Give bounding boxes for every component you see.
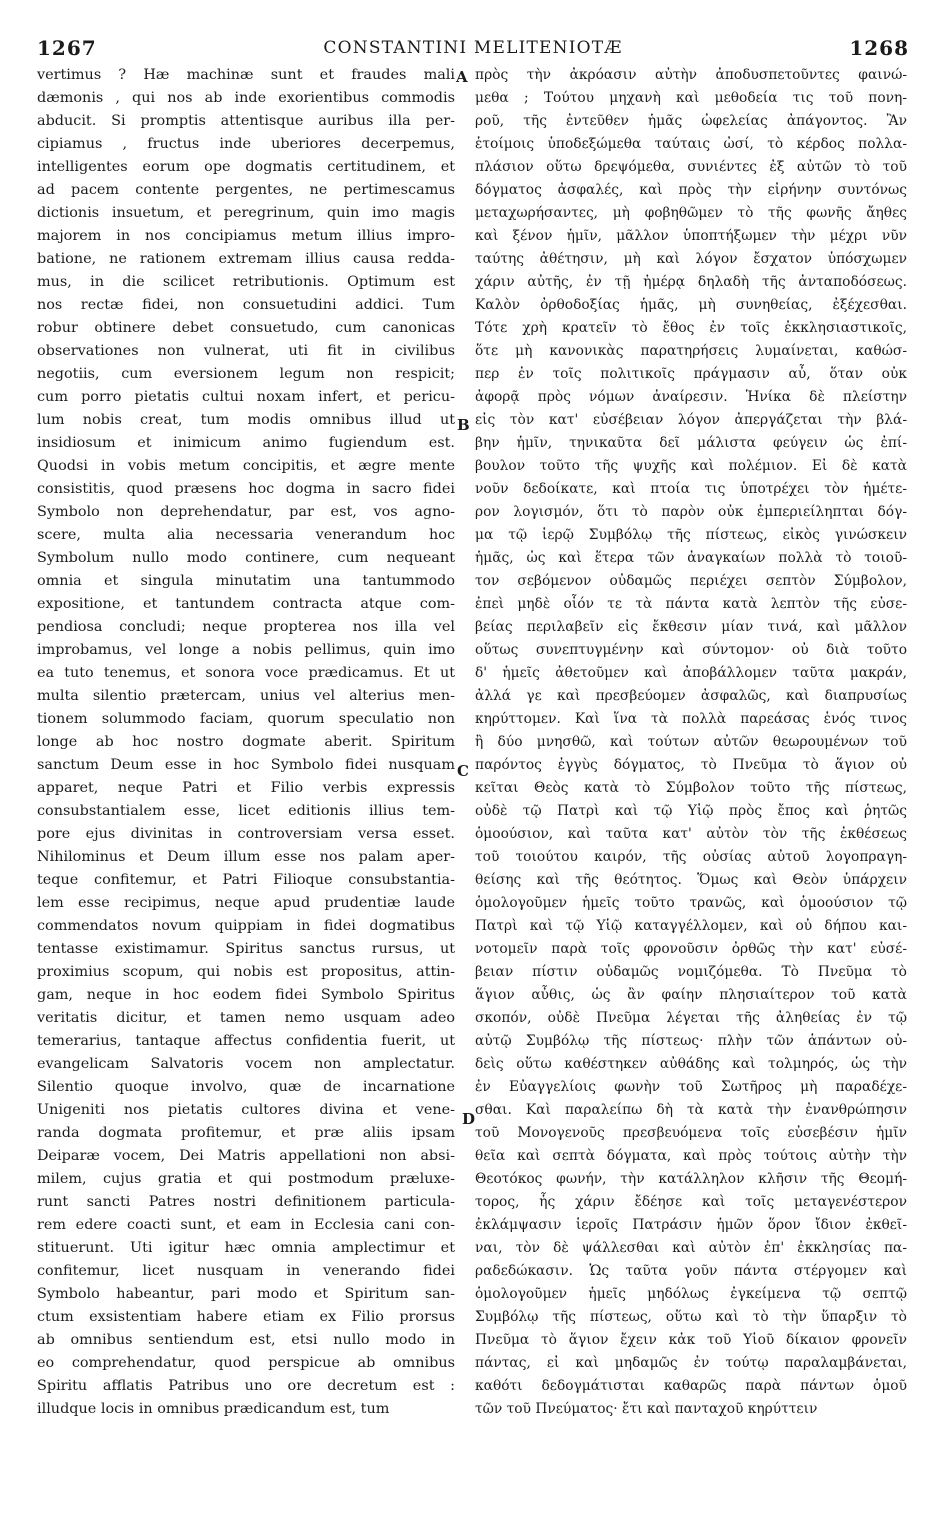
latin-text-line: veritatis dicitur, et tamen nemo usquam adeo [37, 1010, 455, 1026]
latin-text-line: evangelicam Salvatoris vocem non amplectatur. [37, 1056, 455, 1072]
greek-text-line: τορος, ἧς χάριν ἔδέησε καὶ τοῖς μεταγενέστερον [475, 1194, 907, 1210]
latin-text-line: Quodsi in vobis metum concipitis, et ægre mente [37, 458, 455, 474]
latin-text-line: insidiosum et inimicum animo fugiendum est. [37, 435, 455, 451]
page-header [37, 36, 909, 66]
latin-text-line: Silentio quoque involvo, quæ de incarnatione [37, 1079, 455, 1095]
latin-text-line: observationes non vulnerat, uti fit in civilibus [37, 343, 455, 359]
greek-text-line: νοῦν δεδοίκατε, καὶ πτοία τις ὑποτρέχει τὸν ἡμέτε- [475, 481, 907, 497]
greek-text-line: τοῦ τοιούτου καιρόν, τῆς οὐσίας αὐτοῦ λογοπραγη- [475, 849, 907, 865]
latin-text-line: Spiritu afflatis Patribus uno ore decretum est : [37, 1378, 455, 1394]
greek-text-line: βείας περιλαβεῖν εἰς ἔκθεσιν μίαν τινά, καὶ μᾶλλον [475, 619, 907, 635]
latin-text-line: consistitis, quod præsens hoc dogma in sacro fidei [37, 481, 455, 497]
latin-text-line: mus, in die scilicet retributionis. Optimum est [37, 274, 455, 290]
latin-text-line: randa dogmata profitemur, et præ aliis ipsam [37, 1125, 455, 1141]
greek-text-line: ἅγιον αὖθις, ὡς ἂν φαίην πλησιαίτερον τοῦ κατὰ [475, 987, 907, 1003]
greek-text-line: τῶν τοῦ Πνεύματος· ἔτι καὶ πανταχοῦ κηρύττειν [475, 1401, 818, 1417]
greek-text-line: δόγματος ἀσφαλές, καὶ πρὸς τὴν εἰρήνην συντόνως [475, 182, 907, 198]
latin-text-line: negotiis, cum eversionem legum non respicit; [37, 366, 455, 382]
latin-text-line: ea tuto tenemus, et sonora voce prædicamus. Et ut [37, 665, 455, 681]
greek-text-line: οὕτως συνεπτυγμένην καὶ σύντομον· οὐ διὰ τοῦτο [475, 642, 907, 658]
greek-text-line: ἀλλά γε καὶ πρεσβεύομεν ἀσφαλῶς, καὶ διαπρυσίως [475, 688, 907, 704]
left-page-number: 1267 [37, 36, 97, 60]
greek-text-line: σκοπόν, οὐδὲ Πνεῦμα λέγεται τῆς ἀληθείας ἐν τῷ [475, 1010, 907, 1026]
greek-text-line: αὐτῷ Συμβόλῳ τῆς πίστεως· πλὴν τῶν ἁπάντων οὐ- [475, 1033, 907, 1049]
greek-text-line: ὅτε μὴ κανονικὰς παρατηρήσεις λυμαίνεται, καθώσ- [475, 343, 907, 359]
latin-text-line: pore ejus divinitas in controversiam versa esset. [37, 826, 455, 842]
greek-text-line: καθότι δεδογμάτισται καθαρῶς παρὰ πάντων ὁμοῦ [475, 1378, 907, 1394]
greek-text-line: Τότε χρὴ κρατεῖν τὸ ἔθος ἐν τοῖς ἐκκλησιαστικοῖς, [475, 320, 907, 336]
latin-text-line: majorem in nos concipiamus metum illius impro- [37, 228, 455, 244]
latin-text-line: vertimus ? Hæ machinæ sunt et fraudes mali [37, 67, 455, 83]
greek-text-line: πάντας, εἰ καὶ μηδαμῶς ἐν τούτῳ παραλαμβάνεται, [475, 1355, 907, 1371]
latin-text-line: Symbolo habeantur, pari modo et Spiritum san- [37, 1286, 455, 1302]
greek-text-line: μα τῷ ἱερῷ Συμβόλῳ τῆς πίστεως, εἰκὸς γινώσκειν [475, 527, 907, 543]
latin-text-line: gam, neque in hoc eodem fidei Symbolo Spiritus [37, 987, 455, 1003]
latin-text-line: improbamus, vel longe a nobis pellimus, quin imo [37, 642, 455, 658]
greek-text-line: δεὶς οὕτω καθέστηκεν αὐθάδης καὶ τολμηρός, ὡς τὴν [475, 1056, 907, 1072]
greek-text-line: ἡμᾶς, ὡς καὶ ἕτερα τῶν ἀναγκαίων πολλὰ τὸ τοιοῦ- [475, 550, 907, 566]
section-marker-b: B [457, 416, 470, 434]
greek-text-line: τον σεβόμενον οὐδαμῶς περιέχει σεπτὸν Σύμβολον, [475, 573, 907, 589]
latin-text-line: cum porro pietatis cultui noxam infert, et pericu- [37, 389, 455, 405]
latin-text-line: proximius scopum, qui nobis est propositus, attin- [37, 964, 455, 980]
latin-text-line: abducit. Si promptis attentisque auribus illa per- [37, 113, 455, 129]
latin-text-line: lem esse recipimus, neque apud prudentiæ laude [37, 895, 455, 911]
greek-text-line: οὐδὲ τῷ Πατρὶ καὶ τῷ Υἱῷ πρὸς ἔπος καὶ ῥητῶς [475, 803, 907, 819]
greek-text-line: θείσης καὶ τῆς θεότητος. Ὅμως καὶ Θεὸν ὑπάρχειν [475, 872, 907, 888]
greek-text-line: ὁμολογοῦμεν ἡμεῖς τοῦτο τρανῶς, καὶ ὁμοούσιον τῷ [475, 895, 907, 911]
latin-text-line: rem edere coacti sunt, et eam in Ecclesia cani con- [37, 1217, 455, 1233]
greek-text-line: πλάσιον οὕτω δρεψόμεθα, συνιέντες ἐξ αὐτῶν τὸ τοῦ [475, 159, 907, 175]
greek-text-line: ὁμοούσιον, καὶ ταῦτα κατ' αὐτὸν τὸν τῆς ἐκθέσεως [475, 826, 907, 842]
latin-text-line: Unigeniti nos pietatis cultores divina et vene- [37, 1102, 455, 1118]
greek-text-line: Θεοτόκος φωνήν, τὴν κατάλληλον κλῆσιν τῆς Θεομή- [475, 1171, 907, 1187]
greek-text-line: βουλον τοῦτο τῆς ψυχῆς καὶ πολέμιον. Εἰ δὲ κατὰ [475, 458, 907, 474]
latin-text-line: ctum exsistentiam habere etiam ex Filio prorsus [37, 1309, 455, 1325]
greek-text-line: ναι, τὸν δὲ ψάλλεσθαι καὶ αὐτὸν ἐπ' ἐκκλησίας πα- [475, 1240, 907, 1256]
latin-text-line: Symbolum nullo modo continere, cum nequeant [37, 550, 455, 566]
latin-text-line: ab omnibus sentiendum est, etsi nullo modo in [37, 1332, 455, 1348]
latin-text-line: dictionis insuetum, et peregrinum, quin imo magis [37, 205, 455, 221]
latin-text-line: confitemur, licet nusquam in venerando fidei [37, 1263, 455, 1279]
greek-text-line: κεῖται Θεὸς κατὰ τὸ Σύμβολον τοῦτο τῆς πίστεως, [475, 780, 907, 796]
section-marker-c: C [457, 762, 469, 780]
latin-text-line: longe ab hoc nostro dogmate aberit. Spiritum [37, 734, 455, 750]
latin-text-line: runt sancti Patres nostri definitionem particula- [37, 1194, 455, 1210]
latin-text-line: lum nobis creat, tum modis omnibus illud ut [37, 412, 455, 428]
greek-text-line: παρόντος ἐγγὺς δόγματος, τὸ Πνεῦμα τὸ ἅγιον οὐ [475, 757, 907, 773]
running-title: CONSTANTINI MELITENIOTÆ [323, 38, 623, 58]
latin-text-line: batione, ne rationem extremam illius causa redda- [37, 251, 455, 267]
section-marker-a: A [456, 68, 468, 86]
latin-text-line: tionem solummodo faciam, quorum speculatio non [37, 711, 455, 727]
greek-text-line: πρὸς τὴν ἀκρόασιν αὐτὴν ἀποδυσπετοῦντες φαινώ- [475, 67, 907, 83]
latin-text-line: expositione, et tantundem contracta atque com- [37, 596, 455, 612]
latin-text-line: milem, cujus gratia et qui postmodum præluxe- [37, 1171, 455, 1187]
greek-text-line: Καλὸν ὀρθοδοξίας ἡμᾶς, μὴ συνηθείας, ἐξέχεσθαι. [475, 297, 907, 313]
latin-text-line: Symbolo non deprehendatur, par est, vos agno- [37, 504, 455, 520]
greek-text-line: Πνεῦμα τὸ ἅγιον ἔχειν κἀκ τοῦ Υἱοῦ δίκαιον φρονεῖν [475, 1332, 907, 1348]
greek-text-line: Πατρὶ καὶ τῷ Υἱῷ καταγγέλλομεν, καὶ οὐ δήπου και- [475, 918, 907, 934]
greek-text-line: εἰς τὸν κατ' εὐσέβειαν λόγον ἀπεργάζεται τὴν βλά- [475, 412, 907, 428]
latin-text-line: Deiparæ vocem, Dei Matris appellationi non absi- [37, 1148, 455, 1164]
greek-text-line: κηρύττομεν. Καὶ ἵνα τὰ πολλὰ παρεάσας ἑνός τινος [475, 711, 907, 727]
greek-text-line: ἐκλάμψασιν ἱεροῖς Πατράσιν ἡμῶν ὅρον ἴδιον ἐκθεῖ- [475, 1217, 907, 1233]
greek-text-line: ἢ δύο μνησθῶ, καὶ τούτων αὐτῶν θεωρουμένων τοῦ [475, 734, 907, 750]
latin-text-line: robur obtinere debet consuetudo, cum canonicas [37, 320, 455, 336]
latin-text-line: cipiamus , fructus inde uberiores decerpemus, [37, 136, 455, 152]
greek-text-line: ἐπεὶ μηδὲ οἷόν τε τὰ πάντα κατὰ λεπτὸν τῆς εὐσε- [475, 596, 907, 612]
latin-text-line: temerarius, tantaque affectus confidentia fuerit, ut [37, 1033, 455, 1049]
greek-text-line: ταύτης ἀθέτησιν, μὴ καὶ λόγον ἔσχατον ὑπόσχωμεν [475, 251, 907, 267]
greek-text-line: βην ἡμῖν, τηνικαῦτα δεῖ μάλιστα φεύγειν ὡς ἐπί- [475, 435, 907, 451]
latin-text-line: ad pacem contente pergentes, ne pertimescamus [37, 182, 455, 198]
greek-text-line: βειαν πίστιν οὐδαμῶς νομιζόμεθα. Τὸ Πνεῦμα τὸ [475, 964, 907, 980]
latin-text-line: pendiosa concludi; neque propterea nos illa vel [37, 619, 455, 635]
greek-text-line: δ' ἡμεῖς ἀθετοῦμεν καὶ ἀποβάλλομεν ταῦτα μακράν, [475, 665, 907, 681]
latin-text-line: Nihilominus et Deum illum esse nos palam aper- [37, 849, 455, 865]
latin-text-line: stituerunt. Uti igitur hæc omnia amplectimur et [37, 1240, 455, 1256]
latin-column [37, 64, 455, 1421]
latin-text-line: eo comprehendatur, quod perspicue ab omnibus [37, 1355, 455, 1371]
greek-text-line: ροῦ, τῆς ἐντεῦθεν ἡμᾶς ὠφελείας ἀπάγοντος. Ἂν [475, 113, 907, 129]
latin-text-line: apparet, neque Patri et Filio verbis expressis [37, 780, 455, 796]
section-marker-d: D [462, 1110, 476, 1128]
greek-text-line: μεθα ; Τούτου μηχανὴ καὶ μεθοδεία τις τοῦ πονη- [475, 90, 907, 106]
latin-text-line: sanctum Deum esse in hoc Symbolo fidei nusquam [37, 757, 455, 773]
greek-text-line: ὁμολογοῦμεν ἡμεῖς μηδόλως ἐγκείμενα τῷ σεπτῷ [475, 1286, 907, 1302]
greek-text-line: ραδεδώκασιν. Ὡς ταῦτα γοῦν πάντα στέργομεν καὶ [475, 1263, 907, 1279]
greek-text-line: ρον λογισμόν, ὅτι τὸ παρὸν οὐκ ἐμπεριείληπται δόγ- [475, 504, 907, 520]
greek-text-line: ἐν Εὐαγγελίοις φωνὴν τοῦ Σωτῆρος μὴ παραδέχε- [475, 1079, 907, 1095]
latin-text-line: tentasse existimamur. Spiritus sanctus rursus, ut [37, 941, 455, 957]
latin-text-line: teque confitemur, et Patri Filioque consubstantia- [37, 872, 455, 888]
greek-text-line: καὶ ξένον ἡμῖν, μᾶλλον ὑποπτήξωμεν τὴν μέχρι νῦν [475, 228, 907, 244]
latin-text-line: commendatos novum quippiam in fidei dogmatibus [37, 918, 455, 934]
greek-text-line: σθαι. Καὶ παραλείπω δὴ τὰ κατὰ τὴν ἐνανθρώπησιν [475, 1102, 907, 1118]
greek-text-line: θεῖα καὶ σεπτὰ δόγματα, καὶ πρὸς τούτοις αὐτὴν τὴν [475, 1148, 907, 1164]
greek-text-line: τοῦ Μονογενοῦς πρεσβευόμενα τοῖς εὐσεβέσιν ἡμῖν [475, 1125, 907, 1141]
greek-column [475, 64, 907, 1421]
greek-text-line: περ ἐν τοῖς πολιτικοῖς πράγμασιν αὖ, ὅταν οὐκ [475, 366, 907, 382]
latin-text-line: illudque locis in omnibus prædicandum est, tum [37, 1401, 390, 1417]
greek-text-line: νοτομεῖν παρὰ τοῖς φρονοῦσιν ὀρθῶς τὴν κατ' εὐσέ- [475, 941, 907, 957]
greek-text-line: μεταχωρήσαντες, μὴ φοβηθῶμεν τὸ τῆς φωνῆς ἄηθες [475, 205, 907, 221]
latin-text-line: dæmonis , qui nos ab inde exorientibus commodis [37, 90, 455, 106]
latin-text-line: nos rectæ fidei, non consuetudini addici. Tum [37, 297, 455, 313]
latin-text-line: intelligentes eorum ope dogmatis certitudinem, et [37, 159, 455, 175]
latin-text-line: omnia et singula minutatim una tantummodo [37, 573, 455, 589]
greek-text-line: ἑτοίμοις ὑποδεξώμεθα ταύταις ὠσί, τὸ κέρδος πολλα- [475, 136, 907, 152]
greek-text-line: χάριν αὐτῆς, ἐν τῇ ἡμέρᾳ δηλαδὴ τῆς ἀνταποδόσεως. [475, 274, 907, 290]
greek-text-line: ἀφορᾷ πρὸς νόμων ἀναίρεσιν. Ἡνίκα δὲ πλείστην [475, 389, 907, 405]
greek-text-line: Συμβόλῳ τῆς πίστεως, οὕτω καὶ τὸ τὴν ὕπαρξιν τὸ [475, 1309, 907, 1325]
latin-text-line: consubstantialem esse, licet editionis illius tem- [37, 803, 455, 819]
right-page-number: 1268 [849, 36, 909, 60]
latin-text-line: scere, multa alia necessaria venerandum hoc [37, 527, 455, 543]
latin-text-line: multa silentio prætercam, unius vel alterius men- [37, 688, 455, 704]
